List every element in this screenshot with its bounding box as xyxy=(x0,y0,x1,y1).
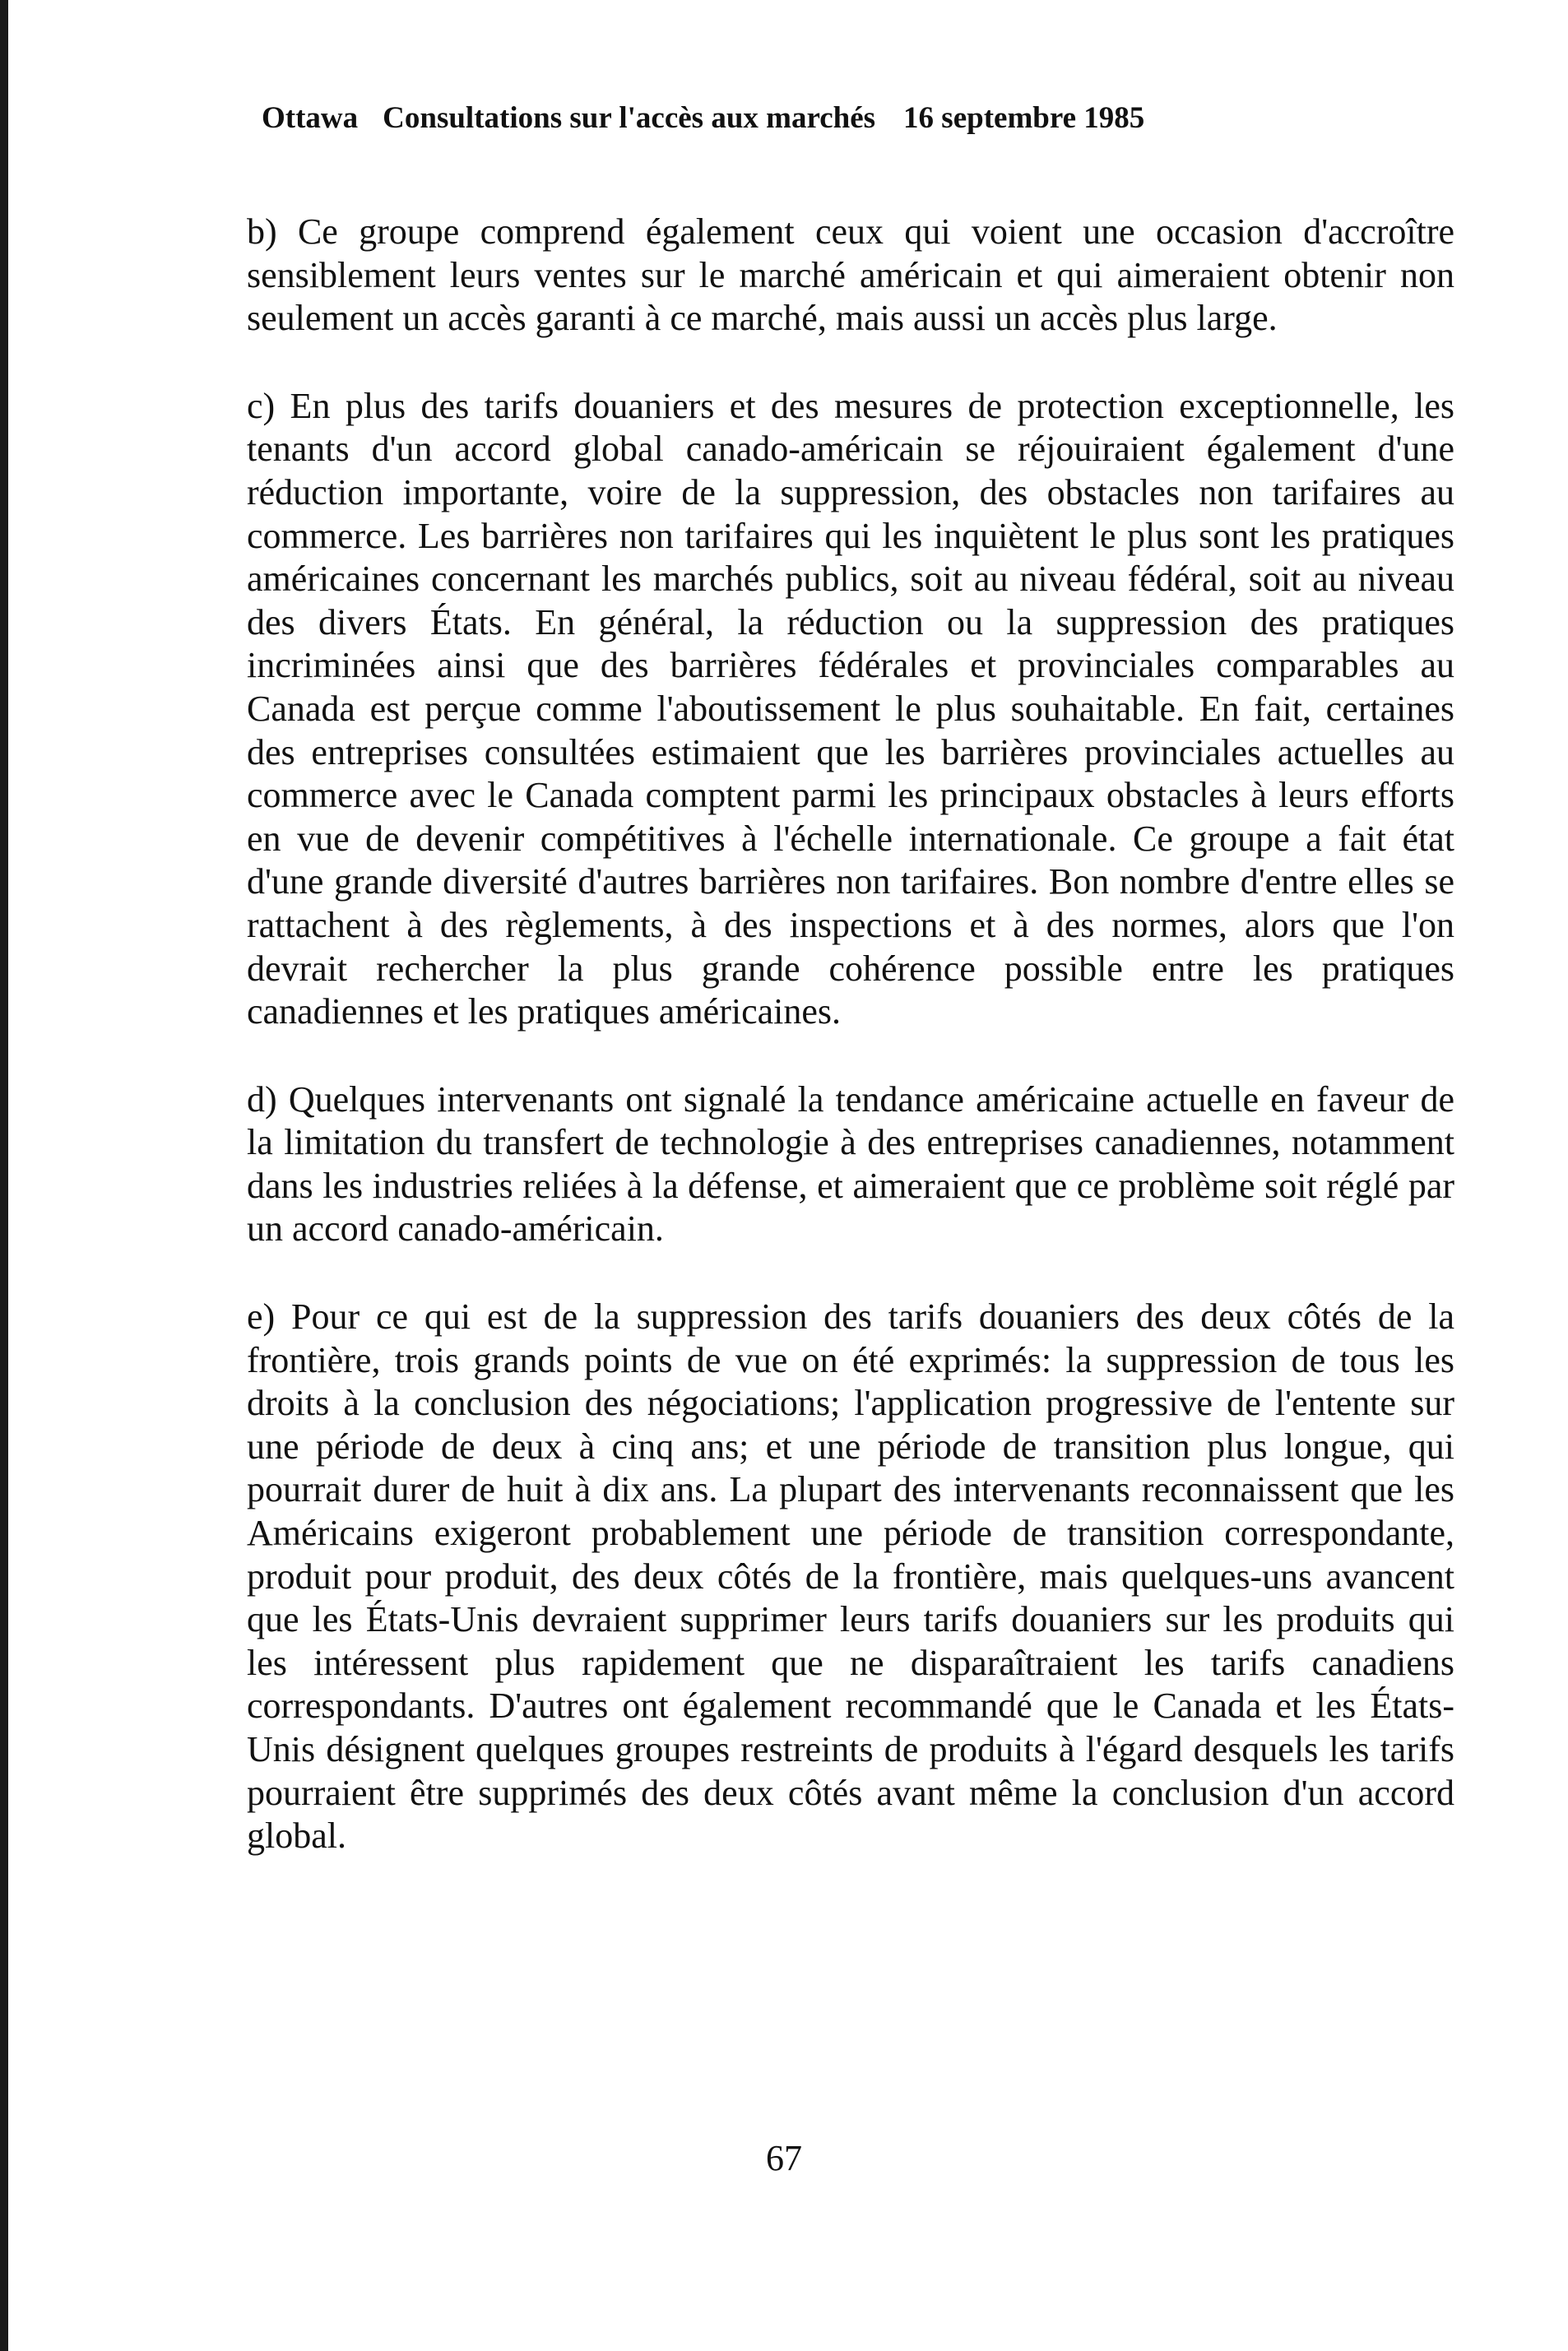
running-header xyxy=(262,99,1348,138)
paragraph-c: c) En plus des tarifs douaniers et des mesures de protection exceptionnelle, les tenants d'un accord global canado-américain se réjouiraient également d'une réduction importante, voire de la suppression, des obstacles non tarifaires au commerce. Les barrières non tarifaires qui les inquiètent le plus sont les pratiques américaines concernant les marchés publics, soit au niveau fédéral, soit au niveau des divers États. En général, la réduction ou la suppression des pratiques incriminées ainsi que des barrières fédérales et provinciales comparables au Canada est perçue comme l'aboutissement le plus souhaitable. En fait, certaines des entreprises consultées estimaient que les barrières provinciales actuelles au commerce avec le Canada comptent parmi les principaux obstacles à leurs efforts en vue de devenir compétitives à l'échelle internationale. Ce groupe a fait état d'une grande diversité d'autres barrières non tarifaires. Bon nombre d'entre elles se rattachent à des règlements, à des inspections et à des normes, alors que l'on devrait rechercher la plus grande cohérence possible entre les pratiques canadiennes et les pratiques américaines. xyxy=(247,385,1454,1032)
header-title: Consultations sur l'accès aux marchés xyxy=(383,101,876,135)
paragraph-b: b) Ce groupe comprend également ceux qui voient une occasion d'accroître sensiblement leurs ventes sur le marché américain et qui aimeraient obtenir non seulement un accès garanti à ce marché, mais aussi un accès plus large. xyxy=(247,211,1454,339)
paragraph-e: e) Pour ce qui est de la suppression des tarifs douaniers des deux côtés de la frontière, trois grands points de vue on été exprimés: la suppression de tous les droits à la conclusion des négociations; l'application progressive de l'entente sur une période de deux à cinq ans; et une période de transition plus longue, qui pourrait durer de huit à dix ans. La plupart des intervenants reconnaissent que les Américains exigeront probablement une période de transition correspondante, produit pour produit, des deux côtés de la frontière, mais quelques-uns avancent que les États-Unis devraient supprimer leurs tarifs douaniers sur les produits qui les intéressent plus rapidement que ne disparaîtraient les tarifs canadiens correspondants. D'autres ont également recommandé que le Canada et les États-Unis désignent quelques groupes restreints de produits à l'égard desquels les tarifs pourraient être supprimés des deux côtés avant même la conclusion d'un accord global. xyxy=(247,1296,1454,1857)
document-body xyxy=(247,211,1454,1903)
header-city: Ottawa xyxy=(262,101,359,135)
paragraph-d: d) Quelques intervenants ont signalé la tendance américaine actuelle en faveur de la limitation du transfert de technologie à des entreprises canadiennes, notamment dans les industries reliées à la défense, et aimeraient que ce problème soit réglé par un accord canado-américain. xyxy=(247,1078,1454,1250)
left-margin-rule xyxy=(0,0,8,2351)
header-date: 16 septembre 1985 xyxy=(903,101,1145,135)
page-number: 67 xyxy=(766,2138,802,2178)
